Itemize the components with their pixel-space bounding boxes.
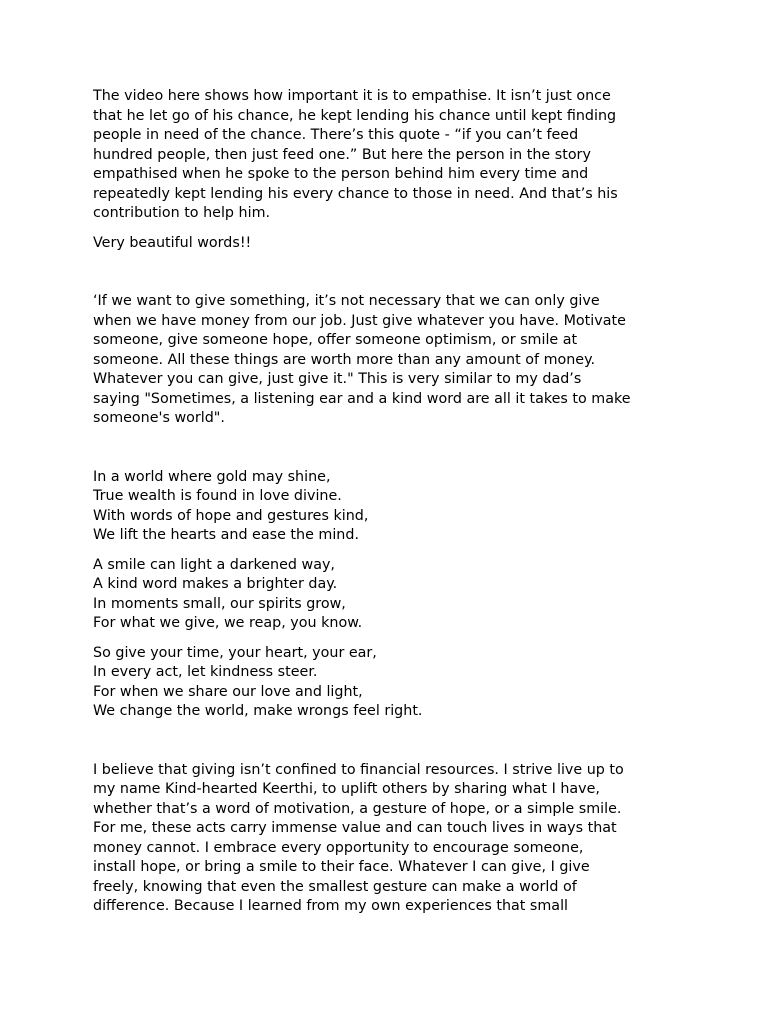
text-line: Very beautiful words!! <box>93 234 252 251</box>
text-line: someone, give someone hope, offer someone optimism, or smile at <box>93 332 578 348</box>
section-spacer <box>93 253 693 292</box>
paragraph-spacer <box>93 224 693 234</box>
text-line: whether that’s a word of motivation, a gesture of hope, or a simple smile. <box>93 800 622 817</box>
text-line: difference. Because I learned from my own experiences that small <box>93 898 569 914</box>
paragraph-belief <box>93 761 693 917</box>
poem-line: In every act, let kindness steer. <box>93 664 318 680</box>
text-line: empathised when he spoke to the person behind him every time and <box>93 166 589 182</box>
poem-line: True wealth is found in love divine. <box>93 488 342 504</box>
text-line: that he let go of his chance, he kept lending his chance until kept finding <box>93 107 617 124</box>
text-line: someone's world". <box>93 410 225 426</box>
poem-line: With words of hope and gestures kind, <box>93 507 369 524</box>
poem-line: So give your time, your heart, your ear, <box>93 644 377 661</box>
text-line: For me, these acts carry immense value and can touch lives in ways that <box>93 820 617 836</box>
poem-line: A smile can light a darkened way, <box>93 556 335 573</box>
text-line: people in need of the chance. There’s this quote - “if you can’t feed <box>93 127 579 143</box>
poem-line: A kind word makes a brighter day. <box>93 576 338 592</box>
poem-stanza-3 <box>93 644 693 722</box>
poem-stanza-1 <box>93 468 693 546</box>
section-spacer <box>93 722 693 761</box>
text-line: I believe that giving isn’t confined to financial resources. I strive live up to <box>93 761 624 778</box>
text-line: ‘If we want to give something, it’s not necessary that we can only give <box>93 293 600 309</box>
poem-line: For when we share our love and light, <box>93 683 363 700</box>
paragraph-quote-giving <box>93 292 693 429</box>
paragraph-beautiful-words <box>93 234 693 254</box>
stanza-spacer <box>93 634 693 644</box>
poem-line: We change the world, make wrongs feel right. <box>93 703 423 719</box>
text-line: money cannot. I embrace every opportunity to encourage someone, <box>93 839 584 856</box>
text-line: repeatedly kept lending his every chance to those in need. And that’s his <box>93 185 618 202</box>
text-line: freely, knowing that even the smallest gesture can make a world of <box>93 878 577 895</box>
text-line: contribution to help him. <box>93 205 271 221</box>
text-line: someone. All these things are worth more than any amount of money. <box>93 351 596 368</box>
text-line: my name Kind-hearted Keerthi, to uplift others by sharing what I have, <box>93 781 600 797</box>
text-line: install hope, or bring a smile to their face. Whatever I can give, I give <box>93 859 590 875</box>
poem-line: We lift the hearts and ease the mind. <box>93 527 359 543</box>
text-line: saying "Sometimes, a listening ear and a kind word are all it takes to make <box>93 390 631 407</box>
poem-line: In a world where gold may shine, <box>93 468 331 485</box>
text-line: when we have money from our job. Just give whatever you have. Motivate <box>93 312 626 329</box>
text-line: The video here shows how important it is to empathise. It isn’t just once <box>93 88 611 104</box>
section-spacer <box>93 429 693 468</box>
stanza-spacer <box>93 546 693 556</box>
poem-line: For what we give, we reap, you know. <box>93 615 363 631</box>
text-line: hundred people, then just feed one.” But here the person in the story <box>93 146 591 163</box>
poem-line: In moments small, our spirits grow, <box>93 595 346 612</box>
poem-stanza-2 <box>93 556 693 634</box>
document-page <box>93 87 693 917</box>
paragraph-empathy <box>93 87 693 224</box>
text-line: Whatever you can give, just give it." This is very similar to my dad’s <box>93 371 582 387</box>
